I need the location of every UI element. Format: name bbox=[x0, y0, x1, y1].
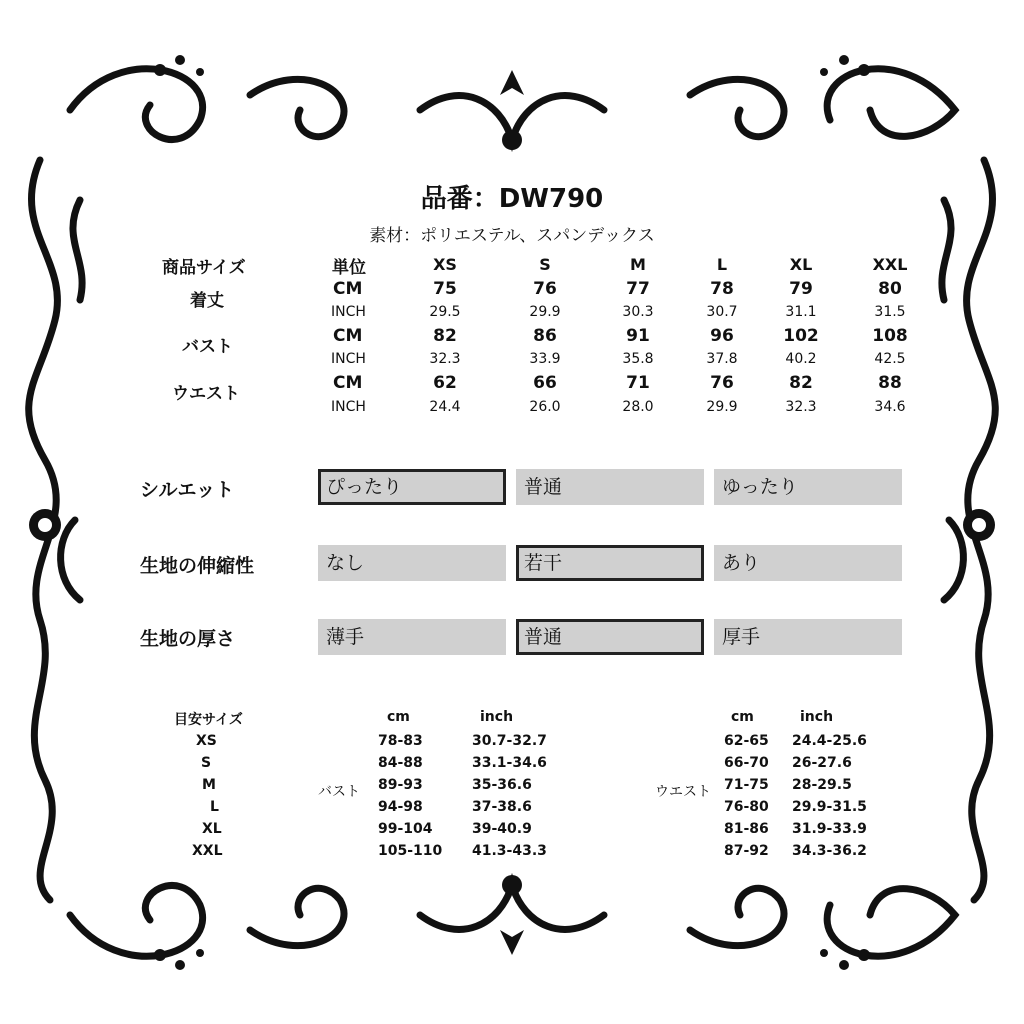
cm-value: 96 bbox=[710, 326, 734, 346]
guide-waist-cm-header: cm bbox=[731, 709, 754, 725]
unit-inch: INCH bbox=[331, 304, 366, 320]
guide-bust-inch: 35-36.6 bbox=[472, 777, 532, 793]
cm-value: 76 bbox=[533, 279, 557, 299]
guide-bust-inch: 41.3-43.3 bbox=[472, 843, 547, 859]
size-header-xs: XS bbox=[433, 255, 457, 274]
silhouette-option-fitted: ぴったり bbox=[318, 469, 506, 505]
size-guide-title: 目安サイズ bbox=[174, 712, 243, 728]
row-label-bust: バスト bbox=[182, 337, 233, 357]
guide-size: L bbox=[210, 799, 219, 815]
guide-size: XS bbox=[196, 733, 217, 749]
product-code-title: 品番：DW790 bbox=[420, 184, 604, 214]
size-header-xxl: XXL bbox=[872, 255, 908, 274]
size-header-m: M bbox=[630, 255, 646, 274]
inch-value: 37.8 bbox=[706, 351, 738, 367]
guide-bust-inch-header: inch bbox=[480, 709, 514, 725]
guide-bust-inch: 30.7-32.7 bbox=[472, 733, 547, 749]
inch-value: 35.8 bbox=[622, 351, 654, 367]
silhouette-label: シルエット bbox=[140, 479, 235, 501]
inch-value: 29.9 bbox=[706, 399, 738, 415]
inch-value: 31.5 bbox=[874, 304, 906, 320]
cm-value: 75 bbox=[433, 279, 457, 299]
thickness-option-thick: 厚手 bbox=[714, 619, 902, 655]
guide-waist-inch: 28-29.5 bbox=[792, 777, 852, 793]
inch-value: 31.1 bbox=[785, 304, 817, 320]
inch-value: 33.9 bbox=[529, 351, 561, 367]
guide-waist-inch: 29.9-31.5 bbox=[792, 799, 867, 815]
cm-value: 62 bbox=[433, 373, 457, 393]
inch-value: 40.2 bbox=[785, 351, 817, 367]
guide-waist-cm: 62-65 bbox=[724, 733, 769, 749]
inch-value: 30.3 bbox=[622, 304, 654, 320]
unit-cm: CM bbox=[333, 326, 363, 346]
silhouette-option-loose: ゆったり bbox=[714, 469, 902, 505]
cm-value: 80 bbox=[878, 279, 902, 299]
stretch-option-slight: 若干 bbox=[516, 545, 704, 581]
inch-value: 28.0 bbox=[622, 399, 654, 415]
guide-waist-inch: 26-27.6 bbox=[792, 755, 852, 771]
inch-value: 29.5 bbox=[429, 304, 461, 320]
guide-waist-cm: 71-75 bbox=[724, 777, 769, 793]
cm-value: 78 bbox=[710, 279, 734, 299]
row-label-length: 着丈 bbox=[190, 291, 224, 311]
cm-value: 91 bbox=[626, 326, 650, 346]
size-header-s: S bbox=[539, 255, 551, 274]
inch-value: 34.6 bbox=[874, 399, 906, 415]
guide-waist-inch: 34.3-36.2 bbox=[792, 843, 867, 859]
guide-bust-inch: 37-38.6 bbox=[472, 799, 532, 815]
guide-waist-inch: 31.9-33.9 bbox=[792, 821, 867, 837]
thickness-option-thin: 薄手 bbox=[318, 619, 506, 655]
guide-bust-cm: 99-104 bbox=[378, 821, 433, 837]
guide-size: M bbox=[202, 777, 216, 793]
cm-value: 88 bbox=[878, 373, 902, 393]
cm-value: 71 bbox=[626, 373, 650, 393]
unit-inch: INCH bbox=[331, 351, 366, 367]
cm-value: 82 bbox=[433, 326, 457, 346]
guide-size: XL bbox=[202, 821, 222, 837]
guide-bust-label: バスト bbox=[318, 784, 360, 800]
cm-value: 79 bbox=[789, 279, 813, 299]
guide-waist-cm: 76-80 bbox=[724, 799, 769, 815]
unit-cm: CM bbox=[333, 373, 363, 393]
inch-value: 29.9 bbox=[529, 304, 561, 320]
size-table-corner-label: 商品サイズ bbox=[162, 258, 246, 278]
guide-bust-cm-header: cm bbox=[387, 709, 410, 725]
guide-bust-cm: 105-110 bbox=[378, 843, 443, 859]
inch-value: 32.3 bbox=[785, 399, 817, 415]
stretch-option-yes: あり bbox=[714, 545, 902, 581]
unit-cm: CM bbox=[333, 279, 363, 299]
guide-bust-cm: 84-88 bbox=[378, 755, 423, 771]
guide-bust-cm: 94-98 bbox=[378, 799, 423, 815]
cm-value: 102 bbox=[783, 326, 819, 346]
inch-value: 26.0 bbox=[529, 399, 561, 415]
cm-value: 82 bbox=[789, 373, 813, 393]
size-header-l: L bbox=[716, 255, 728, 274]
cm-value: 86 bbox=[533, 326, 557, 346]
inch-value: 24.4 bbox=[429, 399, 461, 415]
unit-inch: INCH bbox=[331, 399, 366, 415]
row-label-waist: ウエスト bbox=[172, 384, 240, 404]
guide-waist-label: ウエスト bbox=[655, 784, 711, 800]
stretch-option-none: なし bbox=[318, 545, 506, 581]
thickness-option-regular: 普通 bbox=[516, 619, 704, 655]
guide-size: S bbox=[201, 755, 212, 771]
size-header-xl: XL bbox=[789, 255, 813, 274]
guide-size: XXL bbox=[192, 843, 223, 859]
cm-value: 108 bbox=[872, 326, 908, 346]
inch-value: 32.3 bbox=[429, 351, 461, 367]
inch-value: 42.5 bbox=[874, 351, 906, 367]
guide-waist-cm: 81-86 bbox=[724, 821, 769, 837]
material-text: 素材：ポリエステル、スパンデックス bbox=[369, 226, 655, 246]
guide-bust-cm: 78-83 bbox=[378, 733, 423, 749]
guide-waist-cm: 87-92 bbox=[724, 843, 769, 859]
cm-value: 76 bbox=[710, 373, 734, 393]
cm-value: 77 bbox=[626, 279, 650, 299]
thickness-label: 生地の厚さ bbox=[140, 628, 236, 650]
stretch-label: 生地の伸縮性 bbox=[140, 555, 255, 577]
guide-bust-cm: 89-93 bbox=[378, 777, 423, 793]
inch-value: 30.7 bbox=[706, 304, 738, 320]
unit-header: 単位 bbox=[332, 258, 366, 278]
guide-waist-inch: 24.4-25.6 bbox=[792, 733, 867, 749]
guide-bust-inch: 33.1-34.6 bbox=[472, 755, 547, 771]
guide-bust-inch: 39-40.9 bbox=[472, 821, 532, 837]
guide-waist-cm: 66-70 bbox=[724, 755, 769, 771]
cm-value: 66 bbox=[533, 373, 557, 393]
guide-waist-inch-header: inch bbox=[800, 709, 834, 725]
silhouette-option-regular: 普通 bbox=[516, 469, 704, 505]
